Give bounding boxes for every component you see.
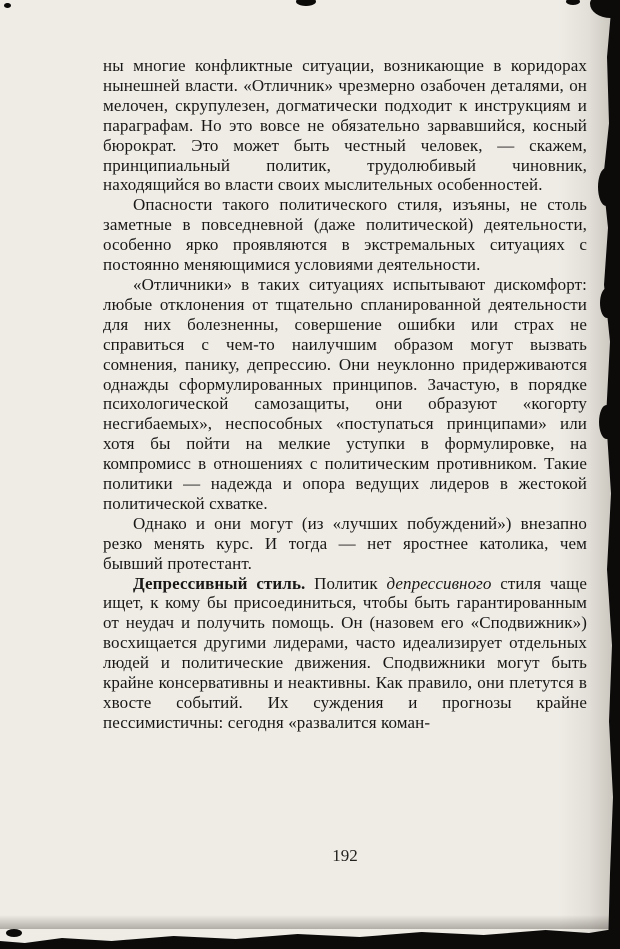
- scan-edge-right: [598, 0, 620, 949]
- paragraph-1: [103, 56, 587, 195]
- paragraph-3: [103, 275, 587, 514]
- text-segment-bold: Депрессивный стиль.: [133, 573, 306, 593]
- text-segment-normal: Однако и они могут (из «лучших побуждений») внезапно резко менять курс. И тогда — нет яростнее католика, чем бывший протестант.: [103, 513, 587, 573]
- text-segment-normal: Опасности такого политического стиля, изъяны, не столь заметные в повседневной (даже политической) деятельности, особенно ярко проявляются в экстремальных ситуациях с постоянно меняющимися условиями деятельности.: [103, 195, 587, 275]
- paragraph-5: [103, 574, 587, 733]
- page-number: 192: [332, 846, 358, 865]
- scan-artifact-right-2: [600, 288, 614, 318]
- scan-artifact-top-right-corner: [590, 0, 620, 18]
- text-segment-normal: «Отличники» в таких ситуациях испытывают дискомфорт: любые отклонения от тщательно спланированной деятельности для них болезненны, совершение ошибки или страх не справиться с чем-то наилучшим образом могут вызвать сомнения, панику, депрессию. Они неуклонно придерживаются однажды сформулированных принципов. Зачастую, в порядке психологической самозащиты, они образуют «когорту несгибаемых», неспособных «поступаться принципами» или хотя бы пойти на мелкие уступки в формулировке, на компромисс в отношениях с политическим противником. Такие политики — надежда и опора ведущих лидеров в жестокой политической схватке.: [103, 274, 587, 513]
- scan-artifact-right-1: [598, 168, 614, 206]
- scan-artifact-bottom-left: [6, 929, 22, 937]
- paragraph-2: [103, 195, 587, 275]
- text-segment-normal: ны многие конфликтные ситуации, возникающие в коридорах нынешней власти. «Отличник» чрезмерно озабочен деталями, он мелочен, скрупулезен, догматически подходит к инструкциям и параграфам. Но это вовсе не обязательно зарвавшийся, косный бюрократ. Это может быть честный человек, — скажем, принципиальный политик, трудолюбивый чиновник, находящийся во власти своих мыслительных особенностей.: [103, 56, 587, 195]
- scan-shadow-bottom: [0, 915, 620, 929]
- scan-artifact-top-center: [296, 0, 316, 6]
- scan-artifact-top-left: [4, 3, 11, 8]
- text-block: [103, 56, 587, 733]
- scan-artifact-right-3: [599, 405, 614, 439]
- scan-artifact-top-right: [566, 0, 580, 5]
- text-segment-normal: стиля чаще ищет, к кому бы присоединиться, чтобы быть гарантированным от неудач и получить помощь. Он (назовем его «Сподвижник») восхищается другими лидерами, часто идеализирует отдельных людей и политические движения. Сподвижники могут быть крайне консервативны и неактивны. Как правило, они плетутся в хвосте событий. Их суждения и прогнозы крайне пессимистичны: сегодня «развалится коман-: [103, 573, 587, 732]
- text-segment-normal: Политик: [305, 573, 387, 593]
- text-segment-italic: депрессивного: [386, 573, 492, 593]
- paragraph-4: [103, 514, 587, 574]
